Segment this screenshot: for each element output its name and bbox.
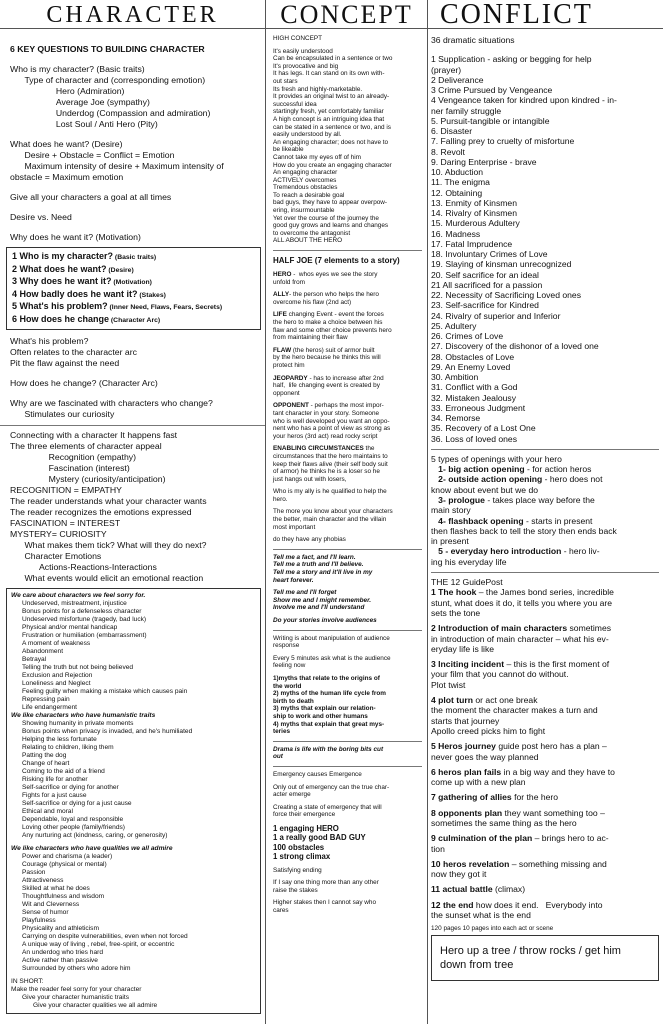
divider	[431, 449, 659, 450]
element-life: LIFE changing Event - event the forces the hero to make a choice between his flaw and some other choice prevents hero from maintaining their flaw	[273, 311, 392, 342]
only-out-of-emergency: Only out of emergency can the true char- acter emerge	[273, 783, 390, 799]
show-me-quote: Tell me and I'll forget Show me and I might remember. Involve me and I'll understand	[273, 589, 372, 612]
ally-note: Who is my ally is he qualified to help the hero.	[273, 488, 387, 503]
dramatic-situations-list: 1 Supplication - asking or begging for help (prayer) 2 Deliverance 3 Crime Pursued by Vengeance 4 Vengeance taken for kindred upon kindred - in- ner family struggle 5. Pursuit-tangible or intangible 6. Disaster 7. Falling prey to cruelty of misfortune 8. Revolt 9. Daring Enterprise - brave 10. Abduction 11. The enigma 12. Obtaining 13. Enmity of Kinsmen 14. Rivalry of Kinsmen 15. Murderous Adultery 16. Madness 17. Fatal Imprudence 18. Involuntary Crimes of Love 19. Slaying of kinsman unrecognized 20. Self sacrifice for an ideal 21 All sacrificed for a passion 22. Necessity of Sacrificing Loved ones 23. Self-sacrifice for Kindred 24. Rivalry of superior and Inferior 25. Adultery 26. Crimes of Love 27. Discovery of the dishonor of a loved one 28. Obstacles of Love 29. An Enemy Loved 30. Ambition 31. Conflict with a God 32. Mistaken Jealousy 33. Erroneous Judgment 34. Remorse 35. Recovery of a Lost One 36. Loss of loved ones	[431, 54, 617, 444]
who-section: Who is my character? (Basic traits) Type of character and (corresponding emotion) Hero (Admiration) Average Joe (sympathy) Underdog (Compassion and admiration) Lost Soul / Anti Hero (Pity)	[10, 64, 211, 129]
humanistic-title: We like characters who have humanistic traits	[11, 712, 156, 719]
guidepost-item: 6 heros plan fails in a big way and they have to come up with a new plan	[431, 766, 615, 788]
desire-vs-need: Desire vs. Need	[10, 212, 72, 222]
sympathy-box	[6, 588, 261, 1014]
element-hero: HERO - whos eyes we see the story unfold from	[273, 271, 378, 286]
guidepost-item: 2 Introduction of main characters sometimes in introduction of main character – what his ev- eryday life is like	[431, 623, 612, 654]
tell-me-quote: Tell me a fact, and I'll learn. Tell me a truth and I'll believe. Tell me a story and it'll live in my heart forever.	[273, 553, 373, 584]
writing-manipulation: Writing is about manipulation of audience response	[273, 634, 390, 650]
key-questions-title: 6 KEY QUESTIONS TO BUILDING CHARACTER	[10, 44, 205, 54]
opening-item: 4- flashback opening - starts in present then flashes back to tell the story then ends back in present	[431, 515, 617, 547]
divider	[273, 741, 422, 742]
box-item: 4 How badly does he want it? (Stakes)	[12, 288, 166, 299]
opening-item: 2- outside action opening - hero does not know about event but we do	[431, 474, 603, 495]
care-title: We care about characters we feel sorry for.	[11, 592, 146, 599]
box-item: 5 What's his problem? (Inner Need, Flaws, Fears, Secrets)	[12, 301, 223, 311]
five-minutes: Every 5 minutes ask what is the audience feeling now	[273, 654, 391, 670]
half-joe-title: HALF JOE (7 elements to a story)	[273, 256, 400, 266]
creating-emergency: Creating a state of emergency that will force their emergence	[273, 803, 382, 819]
concept-column	[266, 0, 428, 1024]
desire-section: What does he want? (Desire) Desire + Obstacle = Conflict = Emotion Maximum intensity of desire + Maximum intensity of obstacle = Maximum emotion	[10, 139, 224, 182]
concept-header: CONCEPT	[266, 0, 427, 29]
emergency: Emergency causes Emergence	[273, 770, 362, 778]
conflict-column	[428, 0, 663, 1024]
guidepost-item: 1 The hook – the James bond series, incredible stunt, what does it do, it tells you where you are sets the tone	[431, 587, 614, 618]
story-recipe: 1 engaging HERO 1 a really good BAD GUY 100 obstacles 1 strong climax	[273, 823, 366, 862]
tree-box	[431, 935, 659, 981]
divider	[0, 425, 265, 426]
element-jeopardy: JEOPARDY - has to increase after 2nd half, life changing event is created by opponent	[273, 374, 384, 397]
element-opponent: OPPONENT - perhaps the most impor- tant character in your story. Someone who is well developed you want an oppo- nent who has a point of view as strong as your heros (3rd act) read rocky script	[273, 402, 391, 440]
guidepost-item: 12 the end how does it end. Everybody into the sunset what is the end	[431, 899, 603, 921]
humanistic-items: Showing humanity in private moments Bonus points when privacy is invaded, and he's humiliated Helping the less fortunate Relating to children, liking them Patting the dog Change of heart Coming to the aid of a friend Risking life for another Self-sacrifice or dying for another Fights for a just cause Self-sacrifice or dying for a just cause Ethical and moral Dependable, loyal and responsible Loving other people (family/friends) Any nurturing act (kindness, caring, or generosity)	[22, 720, 193, 839]
opening-item: 3- prologue - takes place way before the main story	[431, 494, 595, 516]
element-flaw: FLAW (the heros) suit of armor built by the hero because he thinks this will protect him	[273, 346, 381, 369]
raise-stakes: If I say one thing more than any other raise the stakes	[273, 879, 379, 894]
box-item: 2 What does he want? (Desire)	[12, 263, 134, 274]
element-ally: ALLY- the person who helps the hero overcome his flaw (2nd act)	[273, 291, 379, 306]
element-enabling: ENABLING CIRCUMSTANCES the circumstances that the hero maintains to keep their flaws alive (their self body suit of armor) he thinks he is a loser so he just hangs out with losers,	[273, 445, 388, 483]
divider	[273, 549, 422, 550]
box-item: 3 Why does he want it? (Motivation)	[12, 276, 152, 286]
guidepost-item: 11 actual battle (climax)	[431, 884, 526, 895]
divider	[273, 766, 422, 767]
divider	[431, 572, 659, 573]
fascinated-text: Why are we fascinated with characters who change? Stimulates our curiosity	[10, 398, 213, 419]
phobias: do they have any phobias	[273, 536, 346, 544]
admire-title: We like characters who have qualities we all admire	[11, 845, 173, 852]
myths-list: 1)myths that relate to the origins of the world 2) myths of the human life cycle from birth to death 3) myths that explain our relation- ship to work and other humans 4) myths that explain that great mys- teries	[273, 674, 386, 736]
know-more: The more you know about your characters the better, main character and the villain most important	[273, 508, 393, 531]
high-concept-title: HIGH CONCEPT	[273, 35, 322, 42]
goal-text: Give all your characters a goal at all times	[10, 192, 172, 202]
character-header: CHARACTER	[0, 0, 265, 29]
box-item: 1 Who is my character? (Basic traits)	[12, 251, 157, 261]
care-items: Undeserved, mistreatment, injustice Bonus points for a defenseless character Undeserved misfortune (tragedy, bad luck) Physical and/or mental handicap Frustration or humiliation (embarrassment) A moment of weakness Abandonment Betrayal Telling the truth but not being believed Exclusion and Rejection Loneliness and Neglect Feeling guilty when making a mistake which causes pain Repressing pain Life endangerment	[22, 600, 188, 711]
admire-items: Power and charisma (a leader) Courage (physical or mental) Passion Attractiveness Skilled at what he does Thoughtfulness and wisdom Wit and Cleverness Sense of humor Playfulness Physicality and athleticism Carrying on despite vulnerabilities, even when not forced A unique way of living , rebel, free-spirit, or eccentric An underdog who tries hard Active rather than passive Surrounded by others who adore him	[22, 853, 188, 972]
guidepost-item: 10 heros revelation – something missing and now they got it	[431, 858, 607, 880]
conflict-header: CONFLICT	[428, 0, 663, 29]
drama-quote: Drama is life with the boring bits cut out	[273, 745, 384, 761]
opening-item: 5 - everyday hero introduction - hero liv- ing his everyday life	[431, 546, 600, 567]
six-questions-box	[6, 247, 261, 330]
guidepost-item: 4 plot turn or act one break the moment the character makes a turn and starts that journey Apollo creed picks him to fight	[431, 695, 598, 736]
pages-note: 120 pages 10 pages into each act or scene	[431, 925, 554, 933]
guidepost-item: 5 Heros journey guide post hero has a plan – never goes the way planned	[431, 741, 607, 762]
guidepost-item: 3 Inciting incident – this is the first moment of your film that you cannot do without. Plot twist	[431, 659, 610, 690]
guidepost-item: 8 opponents plan they want something too – sometimes the same thing as the hero	[431, 807, 605, 828]
openings-title: 5 types of openings with your hero	[431, 453, 562, 464]
guidepost-item: 7 gathering of allies for the hero	[431, 792, 559, 803]
in-short: IN SHORT: Make the reader feel sorry for your character Give your character humanistic traits Give your character qualities we all admire	[11, 978, 158, 1009]
change-text: How does he change? (Character Arc)	[10, 378, 158, 388]
box-item: 6 How does he change (Character Arc)	[12, 313, 161, 324]
opening-item: 1- big action opening - for action heros	[431, 464, 592, 475]
motivation-text: Why does he want it? (Motivation)	[10, 232, 141, 242]
guidepost-item: 9 culmination of the plan – brings hero to ac- tion	[431, 833, 609, 854]
character-column	[0, 0, 266, 1024]
problem-section: What's his problem? Often relates to the character arc Pit the flaw against the need	[10, 336, 137, 368]
high-concept-text: It's easily understood Can be encapsulated in a sentence or two It's provocative and big It has legs. It can stand on its own with- out stars Its fresh and highly-marketable. It provides an original twist to an already- successful idea startingly fresh, yet comfortably familiar A high concept is an intriguing idea that can be stated in a sentence or two, and is easily understood by all. An engaging character; does not have to be likeable Cannot take my eyes off of him How do you create an engaging character An engaging character ACTIVELY overcomes Tremendous obstacles To reach a desirable goal bad guys, they have to appear overpow- ering, insurmountable Yet over the course of the journey the good guy grows and learns and changes to overcome the antagonist ALL ABOUT THE HERO	[273, 47, 393, 245]
satisfying-ending: Satisfying ending	[273, 866, 322, 874]
divider	[273, 250, 422, 251]
involve-audiences: Do your stories involve audiences	[273, 617, 377, 624]
guidepost-title: THE 12 GuidePost	[431, 577, 503, 588]
dramatic-situations-title: 36 dramatic situations	[431, 35, 515, 45]
divider	[273, 630, 422, 631]
tree-text: Hero up a tree / throw rocks / get him down from tree	[440, 944, 621, 971]
higher-stakes: Higher stakes then I cannot say who cares	[273, 899, 377, 914]
connecting-section: Connecting with a character It happens fast The three elements of character appeal Recognition (empathy) Fascination (interest) Mystery (curiosity/anticipation) RECOGNITION = EMPATHY The reader understands what your character wants The reader recognizes the emotions expressed FASCINATION = INTEREST MYSTERY= CURIOSITY What makes them tick? What will they do next? Character Emotions Actions-Reactions-Interactions What events would elicit an emotional reaction	[10, 430, 207, 583]
